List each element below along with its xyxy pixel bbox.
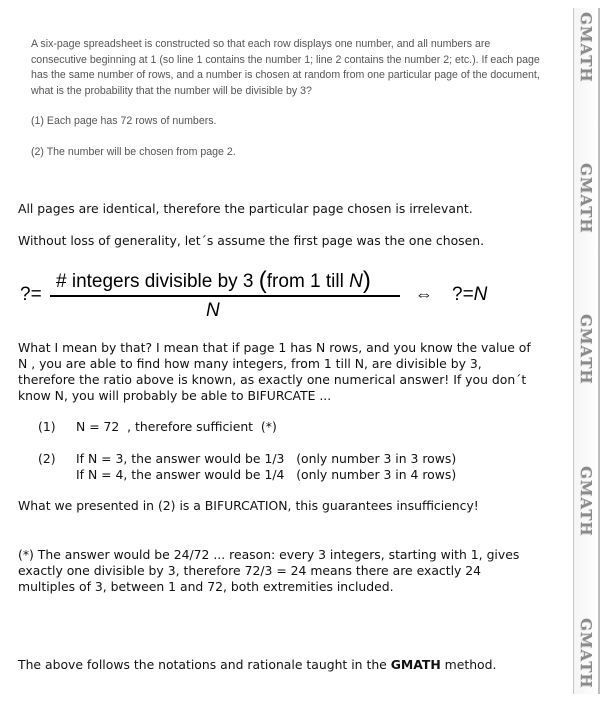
watermark-logo: GMATH — [577, 314, 595, 385]
solution-line-1: All pages are identical, therefore the particular page chosen is irrelevant. — [18, 201, 473, 216]
watermark-logo: GMATH — [577, 466, 595, 537]
statement-2: (2) The number will be chosen from page 2. — [31, 145, 236, 158]
question-prompt: A six-page spreadsheet is constructed so that each row displays one number, and all numbers are consecutive beginning at 1 (so line 1 contains the number 1; line 2 contains the number 2; etc.). If each page has the same number of rows, and a number is chosen at random from one particular page of the document, what is the probability that the number will be divisible by 3? — [31, 38, 540, 97]
item-number: (2) — [38, 451, 56, 466]
numerator-text: # integers divisible by 3 — [56, 271, 259, 292]
statement-1: (1) Each page has 72 rows of numbers. — [31, 115, 217, 127]
bifurcation-conclusion: What we presented in (2) is a BIFURCATION, this guarantees insufficiency! — [18, 498, 479, 513]
fraction-bar — [50, 295, 400, 297]
probability-formula — [20, 262, 520, 324]
closing-brand: GMATH — [390, 657, 441, 672]
formula-lhs: ?= — [20, 284, 42, 305]
rhs-q: ?= — [452, 284, 474, 305]
watermark-sidebar — [573, 8, 600, 694]
formula-denominator: N — [206, 300, 220, 321]
closing-line — [18, 657, 538, 673]
footnote: (*) The answer would be 24/72 ... reason: every 3 integers, starting with 1, gives exactly one divisible by 3, therefore 72/3 = 24 means there are exactly 24 multiples of 3, between 1 and 72, both extremities included. — [18, 547, 520, 594]
item-text: If N = 3, the answer would be 1/3 (only number 3 in 3 rows) If N = 4, the answer would be 1/4 (only number 3 in 4 rows) — [76, 451, 457, 482]
item-number: (1) — [38, 419, 56, 434]
explanation-paragraph: What I mean by that? I mean that if page 1 has N rows, and you know the value of N , you are able to find how many integers, from 1 till N, are divisible by 3, therefore the ratio above is known, as exactly one numerical answer! If you don´t know N, you will probably be able to BIFURCATE ... — [18, 340, 531, 403]
watermark-logo: GMATH — [577, 618, 595, 689]
formula-numerator — [56, 266, 371, 294]
question-block — [31, 37, 541, 160]
watermark-logo: GMATH — [577, 163, 595, 234]
solution-line-2: Without loss of generality, let´s assume the first page was the one chosen. — [18, 233, 485, 248]
paren-open: ( — [258, 267, 267, 294]
equivalence-icon: ⇔ — [415, 284, 433, 304]
watermark-logo: GMATH — [577, 12, 595, 83]
item-text: N = 72 , therefore sufficient (*) — [76, 419, 277, 434]
formula-rhs — [452, 284, 487, 306]
closing-suffix: method. — [440, 657, 497, 672]
closing-prefix: The above follows the notations and rationale taught in the — [18, 657, 391, 672]
rhs-var: N — [473, 284, 488, 305]
numerator-var: N — [349, 271, 363, 292]
numerator-range: from 1 till — [266, 271, 350, 292]
paren-close: ) — [362, 267, 371, 294]
